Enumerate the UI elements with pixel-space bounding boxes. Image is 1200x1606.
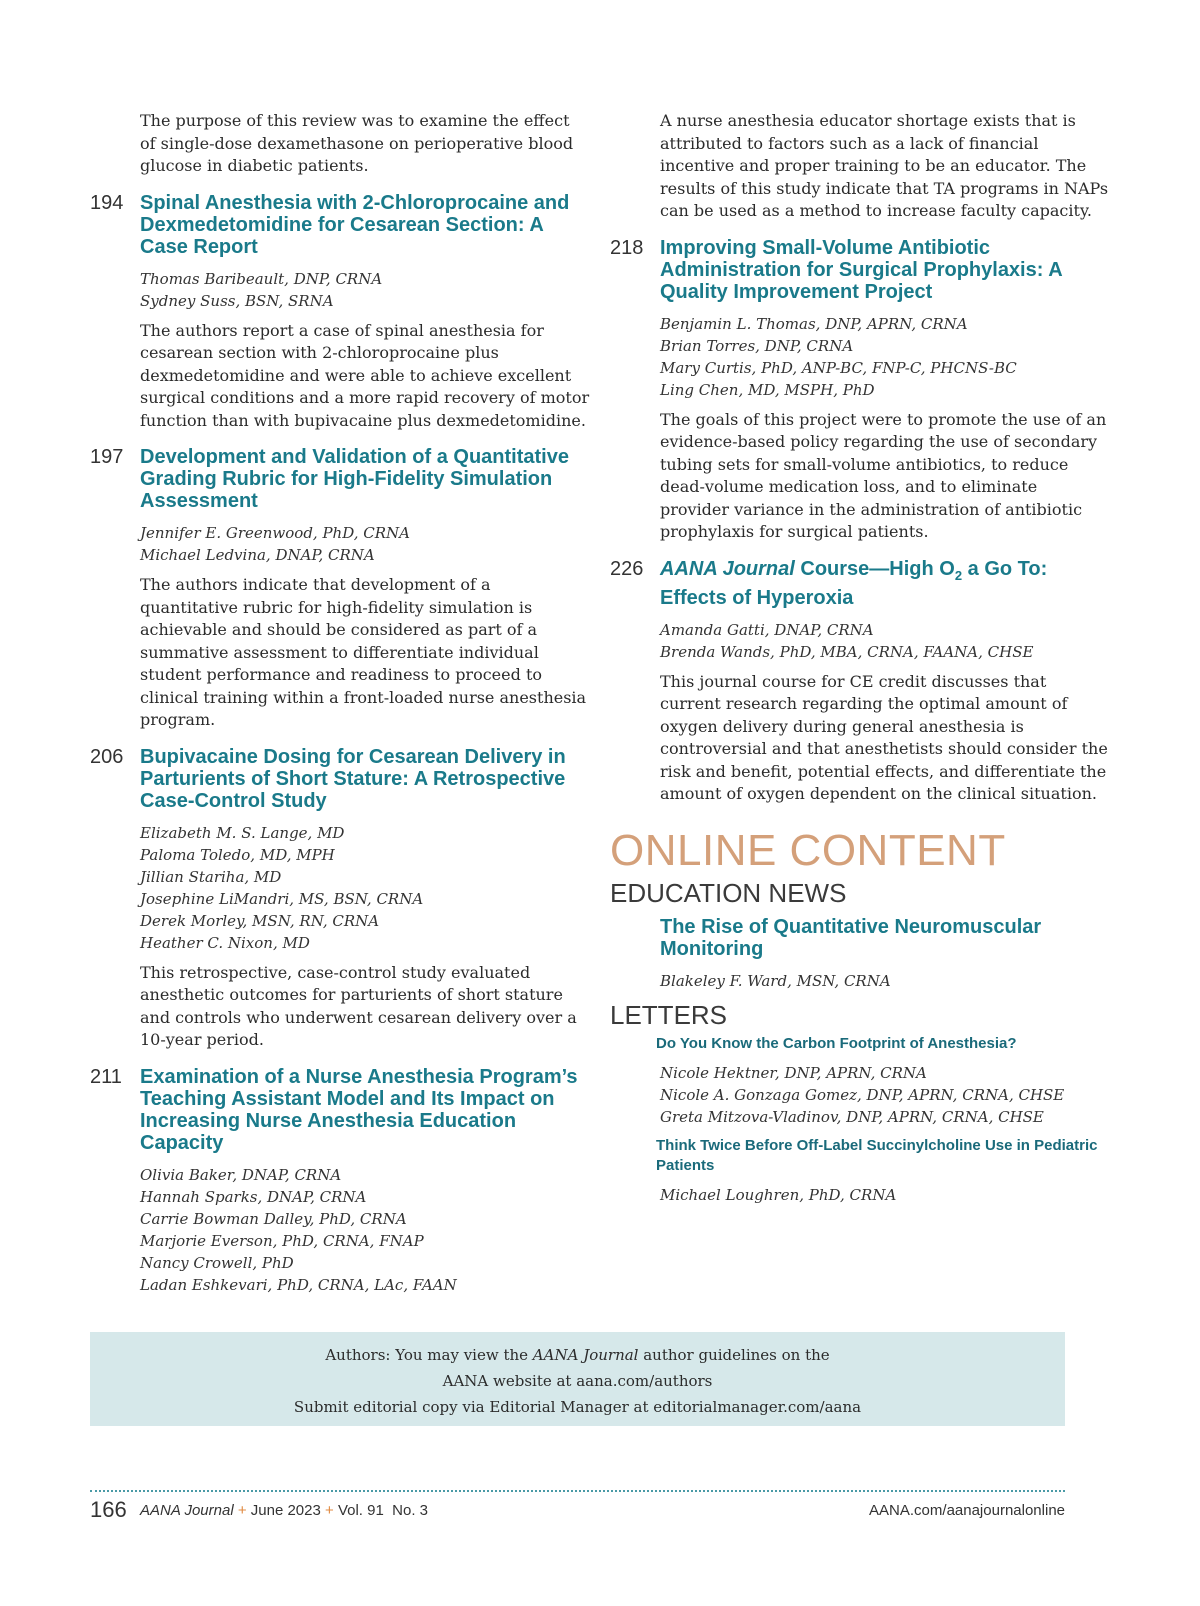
letter-title[interactable]: Think Twice Before Off-Label Succinylcholine Use in Pediatric Patients (656, 1136, 1098, 1174)
article-title[interactable]: Development and Validation of a Quantitative Grading Rubric for High-Fidelity Simulation Assessment (140, 446, 569, 512)
article-title[interactable]: Examination of a Nurse Anesthesia Program’s Teaching Assistant Model and Its Impact on Increasing Nurse Anesthesia Education Capacity (140, 1065, 578, 1154)
author: Nicole Hektner, DNP, APRN, CRNA (660, 1063, 927, 1082)
intro-abstract: The purpose of this review was to examine the effect of single-dose dexamethasone on perioperative blood glucose in diabetic patients. (140, 111, 574, 175)
author: Jennifer E. Greenwood, PhD, CRNA (140, 524, 410, 542)
article-abstract: The authors report a case of spinal anesthesia for cesarean section with 2-chloroprocaine plus dexmedetomidine and were able to achieve excellent surgical conditions and a more rapid recovery of motor function than with bupivacaine plus dexmedetomidine. (140, 320, 590, 430)
letter-authors (660, 1184, 1110, 1206)
article-page-number: 206 (90, 745, 124, 768)
letter-title[interactable]: Do You Know the Carbon Footprint of Anesthesia? (656, 1034, 1017, 1052)
title-text: a Go To: Effects of Hyperoxia (660, 557, 1048, 609)
article-page-number: 218 (610, 236, 644, 259)
author: Elizabeth M. S. Lange, MD (140, 823, 345, 842)
issue-date: June 2023 (250, 1502, 321, 1519)
guidelines-text: author guidelines on the (638, 1346, 830, 1364)
article-page-number: 226 (610, 557, 644, 580)
title-text: Course—High O (794, 557, 955, 580)
article-title[interactable]: The Rise of Quantitative Neuromuscular Monitoring (660, 915, 1042, 960)
article-authors (140, 1164, 590, 1296)
author: Josephine LiMandri, MS, BSN, CRNA (140, 889, 424, 908)
letter-authors (660, 1062, 1110, 1128)
plus-separator-icon: + (325, 1502, 334, 1519)
plus-separator-icon: + (237, 1502, 247, 1519)
author: Brenda Wands, PhD, MBA, CRNA, FAANA, CHSE (660, 642, 1034, 661)
article-authors (660, 313, 1110, 401)
journal-name: AANA Journal (140, 1502, 234, 1519)
author: Michael Ledvina, DNAP, CRNA (140, 546, 375, 564)
article-authors (660, 970, 1110, 992)
author: Sydney Suss, BSN, SRNA (140, 291, 334, 310)
journal-url[interactable]: AANA.com/aanajournalonline (869, 1502, 1065, 1519)
article-authors (140, 522, 590, 566)
article-authors (140, 268, 590, 312)
letter-item (610, 1136, 1110, 1206)
author: Thomas Baribeault, DNP, CRNA (140, 269, 383, 288)
author: Marjorie Everson, PhD, CRNA, FNAP (140, 1231, 424, 1250)
issue-volume: Vol. 91 No. 3 (337, 1502, 429, 1519)
author: Michael Loughren, PhD, CRNA (660, 1185, 897, 1204)
article-title[interactable]: Bupivacaine Dosing for Cesarean Delivery in Parturients of Short Stature: A Retrospective Case-Control Study (140, 745, 566, 812)
author: Nancy Crowell, PhD (140, 1253, 294, 1272)
author: Heather C. Nixon, MD (140, 933, 310, 952)
article-page-number: 194 (90, 191, 124, 214)
author: Ladan Eshkevari, PhD, CRNA, LAc, FAAN (140, 1275, 457, 1294)
education-article (610, 916, 1110, 992)
footer-divider (90, 1490, 1065, 1492)
guidelines-text: Authors: You may view the (325, 1346, 533, 1364)
author: Nicole A. Gonzaga Gomez, DNP, APRN, CRNA, CHSE (660, 1085, 1065, 1104)
article-206 (90, 746, 590, 1052)
article-abstract: The goals of this project were to promote the use of an evidence-based policy regarding the use of secondary tubing sets for small-volume antibiotics, to reduce dead-volume medication loss, and to eliminate provider variance in the administration of antibiotic prophylaxis for surgical patients. (660, 409, 1107, 541)
author: Carrie Bowman Dalley, PhD, CRNA (140, 1209, 407, 1228)
letters-heading: LETTERS (610, 999, 728, 1030)
online-content-heading: ONLINE CONTENT (610, 825, 1006, 875)
article-title[interactable]: Spinal Anesthesia with 2-Chloroprocaine and Dexmedetomidine for Cesarean Section: A Case Report (140, 191, 570, 258)
intro-abstract: A nurse anesthesia educator shortage exists that is attributed to factors such as a lack of financial incentive and proper training to be an educator. The results of this study indicate that TA programs in NAPs can be used as a method to increase faculty capacity. (660, 111, 1109, 220)
article-197 (90, 446, 590, 732)
author: Benjamin L. Thomas, DNP, APRN, CRNA (660, 314, 968, 333)
guidelines-line (90, 1342, 1065, 1368)
author: Paloma Toledo, MD, MPH (140, 845, 335, 864)
article-226 (610, 558, 1110, 806)
author: Greta Mitzova-Vladinov, DNP, APRN, CRNA, CHSE (660, 1107, 1044, 1126)
footer-citation (140, 1502, 428, 1519)
editorial-manager-line[interactable]: Submit editorial copy via Editorial Manager at editorialmanager.com/aana (293, 1398, 862, 1416)
article-194 (90, 192, 590, 433)
article-authors (140, 822, 590, 954)
education-news-heading: EDUCATION NEWS (610, 877, 847, 908)
page-number: 166 (90, 1497, 127, 1522)
article-abstract: The authors indicate that development of a quantitative rubric for high-fidelity simulation is achievable and should be considered as part of a summative assessment to differentiate individual student performance and readiness to proceed to clinical training within a front-loaded nurse anesthesia program. (140, 575, 587, 729)
author: Mary Curtis, PhD, ANP-BC, FNP-C, PHCNS-BC (660, 358, 1017, 377)
author: Olivia Baker, DNAP, CRNA (140, 1165, 342, 1184)
journal-name: AANA Journal (532, 1346, 639, 1364)
article-211 (90, 1066, 590, 1296)
author: Derek Morley, MSN, RN, CRNA (140, 911, 380, 930)
article-218 (610, 237, 1110, 544)
left-column (90, 110, 590, 1304)
journal-name: AANA Journal (660, 557, 795, 580)
author: Jillian Stariha, MD (140, 867, 282, 886)
article-title[interactable]: Improving Small-Volume Antibiotic Administration for Surgical Prophylaxis: A Quality Improvement Project (660, 236, 1062, 303)
article-page-number: 211 (90, 1065, 122, 1088)
article-authors (660, 619, 1110, 663)
subscript-two: 2 (954, 567, 963, 583)
author: Brian Torres, DNP, CRNA (660, 336, 854, 355)
article-page-number: 197 (90, 446, 124, 468)
author: Blakeley F. Ward, MSN, CRNA (660, 971, 891, 990)
article-title[interactable] (660, 558, 1110, 609)
author: Ling Chen, MD, MSPH, PhD (660, 380, 875, 399)
website-line[interactable]: AANA website at aana.com/authors (442, 1372, 713, 1390)
author: Hannah Sparks, DNAP, CRNA (140, 1187, 367, 1206)
article-abstract: This retrospective, case-control study evaluated anesthetic outcomes for parturients of short stature and controls who underwent cesarean delivery over a 10-year period. (140, 962, 577, 1049)
author: Amanda Gatti, DNAP, CRNA (660, 620, 874, 639)
author-guidelines-box (90, 1332, 1065, 1426)
page-footer (90, 1497, 1065, 1527)
article-abstract: This journal course for CE credit discusses that current research regarding the optimal amount of oxygen delivery during general anesthesia is controversial and that anesthetists should consider the risk and benefit, potential effects, and differentiate the amount of oxygen dependent on the clinical situation. (660, 671, 1108, 803)
letter-item (610, 1034, 1110, 1128)
right-column (610, 110, 1110, 1214)
